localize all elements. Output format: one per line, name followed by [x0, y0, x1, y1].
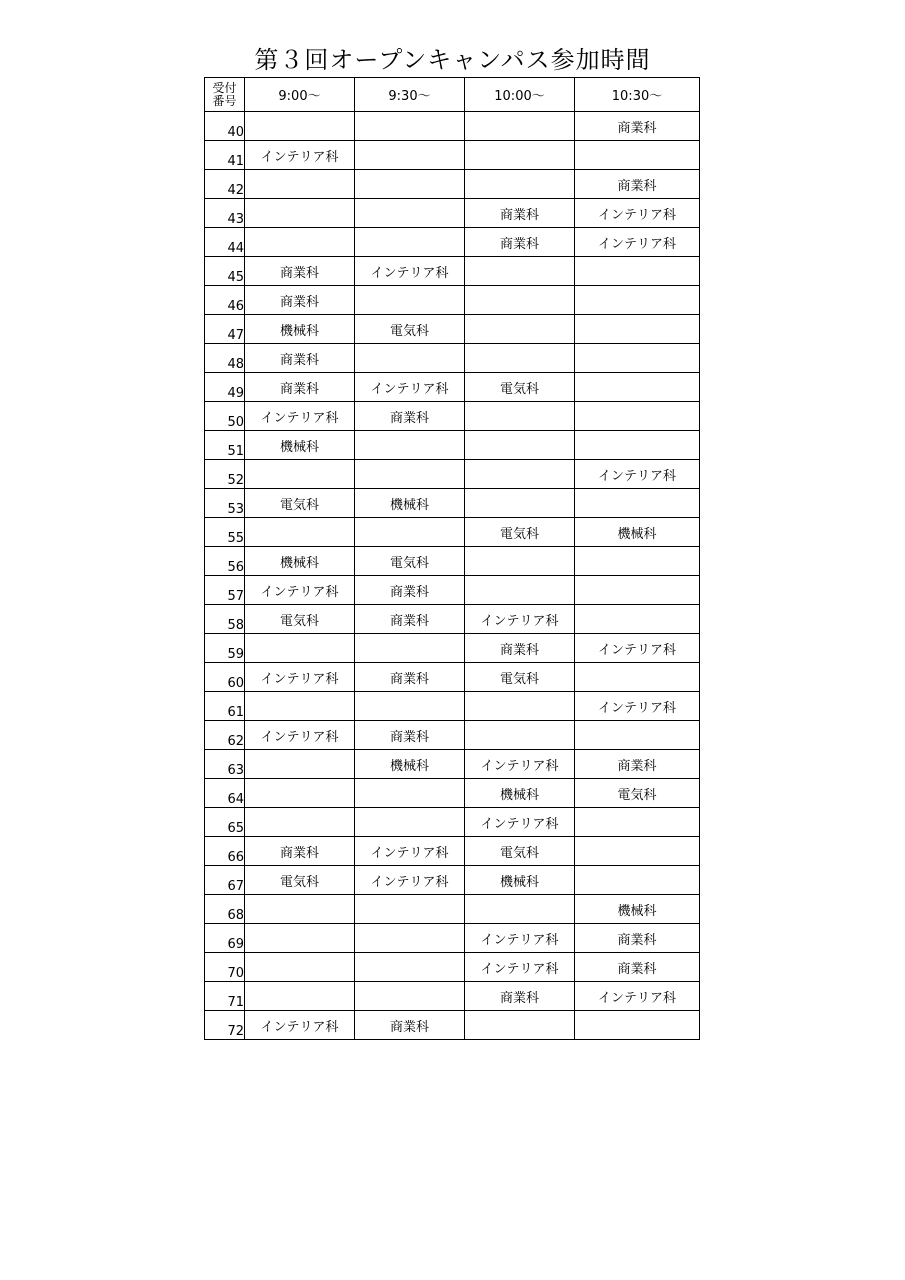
reception-number: 65	[205, 808, 245, 837]
slot-cell: インテリア科	[245, 1011, 355, 1040]
slot-cell	[575, 663, 700, 692]
slot-cell	[465, 895, 575, 924]
number-header-line1: 受付	[212, 80, 237, 95]
table-row	[205, 257, 700, 286]
slot-cell: 商業科	[355, 576, 465, 605]
slot-cell	[575, 315, 700, 344]
schedule-table	[204, 77, 700, 1040]
reception-number: 41	[205, 141, 245, 170]
slot-cell	[575, 373, 700, 402]
table-row	[205, 924, 700, 953]
reception-number: 72	[205, 1011, 245, 1040]
slot-cell	[355, 982, 465, 1011]
slot-cell: 商業科	[245, 837, 355, 866]
slot-cell: 商業科	[355, 1011, 465, 1040]
slot-cell	[355, 228, 465, 257]
slot-cell	[465, 402, 575, 431]
slot-cell: 商業科	[355, 663, 465, 692]
reception-number: 66	[205, 837, 245, 866]
slot-cell: 電気科	[245, 605, 355, 634]
slot-cell: インテリア科	[245, 402, 355, 431]
slot-cell	[245, 953, 355, 982]
reception-number: 52	[205, 460, 245, 489]
slot-cell: 電気科	[245, 866, 355, 895]
slot-cell	[245, 895, 355, 924]
table-row	[205, 779, 700, 808]
slot-cell	[245, 634, 355, 663]
slot-cell	[575, 576, 700, 605]
slot-cell: インテリア科	[355, 373, 465, 402]
slot-cell	[355, 199, 465, 228]
table-row	[205, 982, 700, 1011]
slot-cell: 商業科	[575, 924, 700, 953]
slot-cell	[575, 866, 700, 895]
slot-cell	[355, 141, 465, 170]
slot-cell: インテリア科	[575, 228, 700, 257]
slot-cell: インテリア科	[575, 460, 700, 489]
slot-cell	[465, 431, 575, 460]
table-row	[205, 663, 700, 692]
slot-cell	[465, 257, 575, 286]
slot-cell	[245, 199, 355, 228]
slot-cell	[245, 750, 355, 779]
table-row	[205, 489, 700, 518]
table-row	[205, 953, 700, 982]
table-row	[205, 576, 700, 605]
reception-number: 59	[205, 634, 245, 663]
reception-number: 51	[205, 431, 245, 460]
reception-number: 58	[205, 605, 245, 634]
slot-cell: インテリア科	[245, 141, 355, 170]
slot-cell	[465, 344, 575, 373]
slot-cell: インテリア科	[465, 953, 575, 982]
slot-cell: 商業科	[575, 112, 700, 141]
column-header-number	[205, 78, 245, 112]
reception-number: 46	[205, 286, 245, 315]
slot-cell: 商業科	[355, 605, 465, 634]
reception-number: 56	[205, 547, 245, 576]
slot-cell	[355, 924, 465, 953]
slot-cell: インテリア科	[465, 750, 575, 779]
slot-cell	[355, 634, 465, 663]
slot-cell	[575, 141, 700, 170]
table-row	[205, 547, 700, 576]
table-row	[205, 286, 700, 315]
column-header-slot: 10:00～	[465, 78, 575, 112]
slot-cell	[245, 692, 355, 721]
reception-number: 40	[205, 112, 245, 141]
slot-cell	[245, 924, 355, 953]
slot-cell	[575, 605, 700, 634]
slot-cell	[355, 170, 465, 199]
reception-number: 50	[205, 402, 245, 431]
slot-cell: 機械科	[355, 750, 465, 779]
table-row	[205, 228, 700, 257]
table-row	[205, 634, 700, 663]
slot-cell	[575, 1011, 700, 1040]
slot-cell	[355, 518, 465, 547]
table-row	[205, 170, 700, 199]
slot-cell	[575, 837, 700, 866]
slot-cell	[355, 808, 465, 837]
reception-number: 60	[205, 663, 245, 692]
reception-number: 49	[205, 373, 245, 402]
table-row	[205, 750, 700, 779]
table-row	[205, 141, 700, 170]
slot-cell: 商業科	[575, 170, 700, 199]
slot-cell	[465, 1011, 575, 1040]
table-row	[205, 460, 700, 489]
table-row	[205, 431, 700, 460]
slot-cell	[465, 489, 575, 518]
table-row	[205, 199, 700, 228]
slot-cell: 商業科	[245, 344, 355, 373]
reception-number: 42	[205, 170, 245, 199]
slot-cell: 電気科	[245, 489, 355, 518]
slot-cell	[355, 692, 465, 721]
slot-cell: 機械科	[245, 431, 355, 460]
table-row	[205, 895, 700, 924]
slot-cell: 商業科	[465, 634, 575, 663]
slot-cell: 商業科	[465, 982, 575, 1011]
reception-number: 64	[205, 779, 245, 808]
table-body	[205, 112, 700, 1040]
slot-cell: インテリア科	[575, 692, 700, 721]
slot-cell: 商業科	[465, 228, 575, 257]
slot-cell: 機械科	[575, 518, 700, 547]
table-row	[205, 866, 700, 895]
slot-cell: 機械科	[245, 547, 355, 576]
slot-cell: インテリア科	[245, 576, 355, 605]
reception-number: 67	[205, 866, 245, 895]
reception-number: 57	[205, 576, 245, 605]
table-row	[205, 315, 700, 344]
reception-number: 45	[205, 257, 245, 286]
slot-cell	[355, 953, 465, 982]
column-header-slot: 10:30～	[575, 78, 700, 112]
slot-cell: 商業科	[245, 257, 355, 286]
reception-number: 69	[205, 924, 245, 953]
table-row	[205, 373, 700, 402]
slot-cell: インテリア科	[465, 924, 575, 953]
slot-cell: 商業科	[355, 721, 465, 750]
slot-cell	[575, 344, 700, 373]
column-header-slot: 9:30～	[355, 78, 465, 112]
slot-cell: 機械科	[465, 866, 575, 895]
slot-cell: 機械科	[355, 489, 465, 518]
slot-cell	[575, 257, 700, 286]
slot-cell: 商業科	[575, 750, 700, 779]
header-row	[205, 78, 700, 112]
slot-cell	[575, 402, 700, 431]
slot-cell: 機械科	[245, 315, 355, 344]
slot-cell	[465, 112, 575, 141]
slot-cell: インテリア科	[575, 982, 700, 1011]
slot-cell: インテリア科	[355, 837, 465, 866]
slot-cell: インテリア科	[575, 634, 700, 663]
slot-cell	[355, 112, 465, 141]
slot-cell: 電気科	[465, 518, 575, 547]
slot-cell	[245, 170, 355, 199]
slot-cell	[355, 779, 465, 808]
reception-number: 44	[205, 228, 245, 257]
slot-cell: 電気科	[355, 547, 465, 576]
table-row	[205, 605, 700, 634]
slot-cell: インテリア科	[245, 721, 355, 750]
slot-cell: インテリア科	[245, 663, 355, 692]
slot-cell	[575, 431, 700, 460]
page-title: 第３回オープンキャンパス参加時間	[254, 46, 651, 74]
slot-cell: 機械科	[575, 895, 700, 924]
table-row	[205, 692, 700, 721]
slot-cell	[575, 547, 700, 576]
slot-cell	[245, 518, 355, 547]
slot-cell: インテリア科	[465, 808, 575, 837]
slot-cell: 商業科	[465, 199, 575, 228]
slot-cell: インテリア科	[355, 257, 465, 286]
slot-cell	[465, 170, 575, 199]
reception-number: 47	[205, 315, 245, 344]
table-row	[205, 518, 700, 547]
slot-cell	[245, 779, 355, 808]
reception-number: 62	[205, 721, 245, 750]
reception-number: 71	[205, 982, 245, 1011]
table-row	[205, 112, 700, 141]
reception-number: 53	[205, 489, 245, 518]
slot-cell: 商業科	[245, 373, 355, 402]
slot-cell	[355, 431, 465, 460]
reception-number: 63	[205, 750, 245, 779]
slot-cell	[465, 141, 575, 170]
table-row	[205, 344, 700, 373]
slot-cell	[575, 489, 700, 518]
slot-cell: 電気科	[465, 373, 575, 402]
slot-cell	[575, 286, 700, 315]
number-header-line2: 番号	[212, 93, 237, 108]
table-row	[205, 402, 700, 431]
slot-cell: 商業科	[355, 402, 465, 431]
slot-cell: 電気科	[575, 779, 700, 808]
slot-cell: インテリア科	[465, 605, 575, 634]
slot-cell: インテリア科	[575, 199, 700, 228]
slot-cell: インテリア科	[355, 866, 465, 895]
slot-cell	[245, 808, 355, 837]
slot-cell: 電気科	[465, 837, 575, 866]
reception-number: 70	[205, 953, 245, 982]
slot-cell: 商業科	[245, 286, 355, 315]
slot-cell: 機械科	[465, 779, 575, 808]
slot-cell	[465, 721, 575, 750]
slot-cell	[245, 460, 355, 489]
reception-number: 68	[205, 895, 245, 924]
table-row	[205, 837, 700, 866]
slot-cell	[355, 344, 465, 373]
slot-cell	[355, 460, 465, 489]
slot-cell: 電気科	[355, 315, 465, 344]
slot-cell	[245, 228, 355, 257]
slot-cell	[245, 982, 355, 1011]
column-header-slot: 9:00～	[245, 78, 355, 112]
slot-cell	[575, 808, 700, 837]
slot-cell	[465, 315, 575, 344]
slot-cell	[465, 460, 575, 489]
table-row	[205, 808, 700, 837]
slot-cell	[355, 286, 465, 315]
slot-cell	[465, 576, 575, 605]
slot-cell	[465, 547, 575, 576]
table-row	[205, 721, 700, 750]
slot-cell	[465, 692, 575, 721]
slot-cell	[245, 112, 355, 141]
slot-cell	[465, 286, 575, 315]
slot-cell	[575, 721, 700, 750]
table-row	[205, 1011, 700, 1040]
slot-cell	[355, 895, 465, 924]
slot-cell: 商業科	[575, 953, 700, 982]
reception-number: 48	[205, 344, 245, 373]
slot-cell: 電気科	[465, 663, 575, 692]
reception-number: 43	[205, 199, 245, 228]
reception-number: 55	[205, 518, 245, 547]
reception-number: 61	[205, 692, 245, 721]
